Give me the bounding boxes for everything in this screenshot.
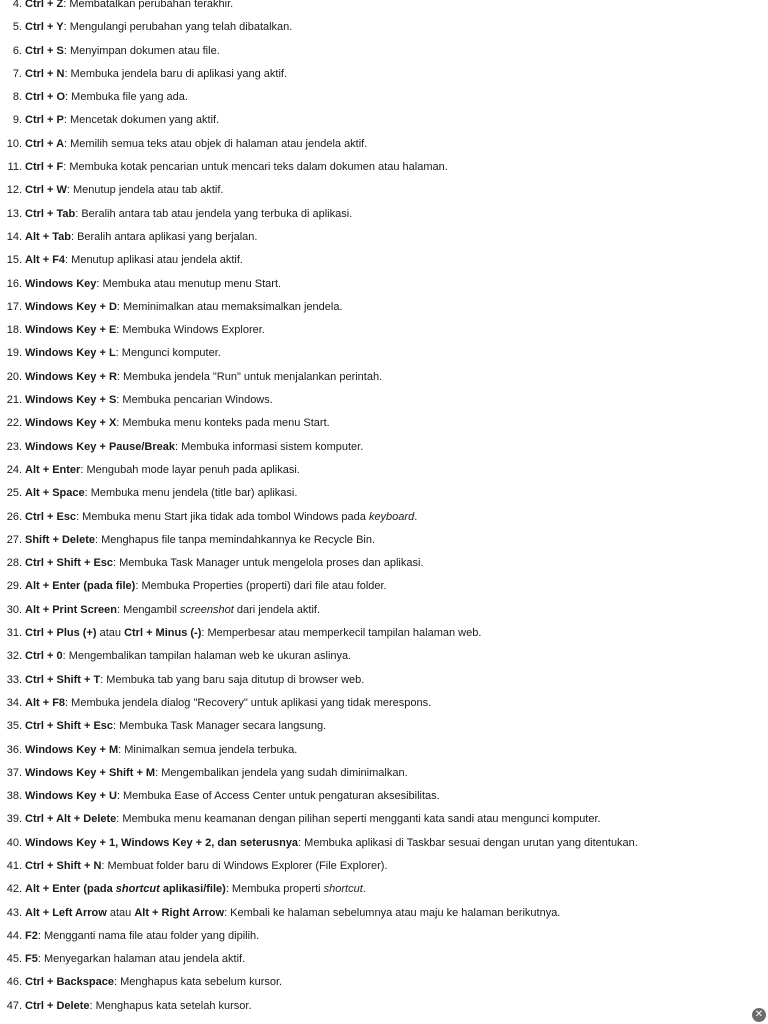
shortcut-keys: Windows Key + R (25, 370, 117, 383)
list-item-number: 4. (12, 0, 22, 10)
shortcut-keys: Alt + Space (25, 487, 85, 500)
list-item (0, 482, 768, 505)
list-item-number: 40. (6, 836, 22, 849)
shortcut-keys: Ctrl + Shift + Esc (25, 557, 114, 570)
shortcut-keys: Ctrl + F (25, 161, 64, 174)
shortcut-keys: Alt + F4 (25, 254, 66, 267)
shortcut-description: : Beralih antara aplikasi yang berjalan. (70, 230, 258, 243)
list-item-number: 6. (12, 44, 22, 57)
list-item-number: 13. (6, 207, 22, 220)
shortcut-description: dari jendela aktif. (233, 603, 321, 616)
list-item (0, 109, 768, 132)
shortcut-keys: Windows Key + 1, Windows Key + 2, dan seterusnya (25, 836, 299, 849)
list-item (0, 995, 768, 1018)
shortcut-keys: shortcut (115, 883, 160, 896)
shortcut-description: : Kembali ke halaman sebelumnya atau maju ke halaman berikutnya. (224, 906, 561, 919)
list-item (0, 389, 768, 412)
list-item-number: 29. (6, 580, 22, 593)
shortcut-description: : Mengembalikan tampilan halaman web ke ukuran aslinya. (62, 650, 352, 663)
list-item-number: 45. (6, 953, 22, 966)
list-item (0, 529, 768, 552)
shortcut-keys: Alt + Enter (pada file) (25, 580, 136, 593)
shortcut-keys: Alt + Enter (pada (25, 883, 116, 896)
list-item (0, 459, 768, 482)
shortcut-keys: Windows Key + D (25, 300, 117, 313)
list-item (0, 552, 768, 575)
shortcut-keys: Alt + Print Screen (25, 603, 118, 616)
shortcut-keys: Ctrl + Z (25, 0, 64, 10)
list-item (0, 133, 768, 156)
shortcut-keys: Ctrl + Shift + T (25, 673, 101, 686)
list-item-number: 32. (6, 650, 22, 663)
shortcut-keys: Alt + F8 (25, 696, 66, 709)
shortcut-description: : Mencetak dokumen yang aktif. (63, 114, 220, 127)
shortcut-description: . (414, 510, 418, 523)
shortcut-keys: Ctrl + Plus (+) (25, 627, 97, 640)
list-item (0, 599, 768, 622)
list-item-number: 35. (6, 720, 22, 733)
list-item-number: 36. (6, 743, 22, 756)
list-item-number: 43. (6, 906, 22, 919)
list-item (0, 669, 768, 692)
shortcut-description: : Menghapus kata setelah kursor. (89, 999, 252, 1012)
shortcut-description: : Minimalkan semua jendela terbuka. (118, 743, 298, 756)
shortcut-description: : Membuka Properties (properti) dari file atau folder. (135, 580, 387, 593)
shortcut-keys: Ctrl + Backspace (25, 976, 114, 989)
list-item (0, 249, 768, 272)
list-item-number: 16. (6, 277, 22, 290)
list-item-number: 14. (6, 230, 22, 243)
shortcut-keys: Windows Key + Pause/Break (25, 440, 175, 453)
shortcut-keys: Windows Key + S (25, 394, 117, 407)
shortcut-description: : Membuka menu Start jika tidak ada tombol Windows pada (76, 510, 369, 523)
list-item (0, 506, 768, 529)
shortcut-description: : Membuka jendela "Run" untuk menjalankan perintah. (116, 370, 383, 383)
shortcut-keys: Ctrl + Tab (25, 207, 76, 220)
list-item (0, 319, 768, 342)
list-item (0, 739, 768, 762)
shortcut-keys: Windows Key (25, 277, 97, 290)
list-item-number: 17. (6, 300, 22, 313)
list-item (0, 40, 768, 63)
shortcut-description: : Membuka aplikasi di Taskbar sesuai dengan urutan yang ditentukan. (298, 836, 638, 849)
shortcut-description: : Membuka pencarian Windows. (116, 394, 273, 407)
shortcut-keys: Ctrl + Delete (25, 999, 90, 1012)
list-item (0, 808, 768, 831)
shortcut-description: : Membuka informasi sistem komputer. (175, 440, 364, 453)
list-item (0, 296, 768, 319)
shortcut-description: : Membuka tab yang baru saja ditutup di browser web. (100, 673, 365, 686)
list-item-number: 27. (6, 533, 22, 546)
shortcut-keys: Ctrl + Y (25, 21, 64, 34)
shortcut-keys: Ctrl + Esc (25, 510, 77, 523)
list-item-number: 11. (7, 161, 22, 174)
list-item (0, 412, 768, 435)
list-item (0, 622, 768, 645)
shortcut-keys: Windows Key + M (25, 743, 119, 756)
shortcut-description: screenshot (180, 603, 234, 616)
list-item (0, 832, 768, 855)
list-item (0, 436, 768, 459)
shortcut-description: : Mengganti nama file atau folder yang dipilih. (37, 929, 260, 942)
list-item-number: 39. (6, 813, 22, 826)
shortcut-description: : Menyimpan dokumen atau file. (63, 44, 220, 57)
list-item (0, 273, 768, 296)
list-item (0, 645, 768, 668)
shortcut-description: : Mengulangi perubahan yang telah dibatalkan. (63, 21, 293, 34)
shortcut-keys: Windows Key + Shift + M (25, 766, 156, 779)
shortcut-description: atau (106, 906, 135, 919)
shortcut-description: shortcut (323, 883, 363, 896)
list-item (0, 971, 768, 994)
shortcut-keys: Ctrl + S (25, 44, 64, 57)
shortcut-keys: Ctrl + A (25, 137, 65, 150)
shortcut-keys: Ctrl + Shift + N (25, 859, 102, 872)
shortcut-keys: Ctrl + Shift + Esc (25, 720, 114, 733)
shortcut-keys: Alt + Enter (25, 463, 81, 476)
list-item-number: 15. (6, 254, 22, 267)
shortcut-keys: Alt + Left Arrow (25, 906, 107, 919)
list-item-number: 34. (6, 696, 22, 709)
list-item-number: 41. (6, 859, 22, 872)
shortcut-description: : Membuka jendela dialog "Recovery" untuk aplikasi yang tidak merespons. (65, 696, 432, 709)
list-item (0, 203, 768, 226)
shortcut-description: : Menghapus file tanpa memindahkannya ke Recycle Bin. (95, 533, 376, 546)
shortcut-keys: Windows Key + X (25, 417, 117, 430)
list-item (0, 785, 768, 808)
shortcut-keys: Ctrl + 0 (25, 650, 63, 663)
shortcut-description: : Mengambil (117, 603, 180, 616)
shortcut-description: : Membuka atau menutup menu Start. (96, 277, 282, 290)
list-item-number: 42. (6, 883, 22, 896)
shortcut-keys: Ctrl + N (25, 67, 65, 80)
shortcut-description: . (362, 883, 366, 896)
list-item-number: 26. (6, 510, 22, 523)
list-item-number: 24. (6, 463, 22, 476)
shortcut-description: atau (96, 627, 125, 640)
list-item-number: 10. (6, 137, 22, 150)
shortcut-keys: F5 (25, 953, 38, 966)
list-item-number: 37. (6, 766, 22, 779)
list-item-number: 19. (6, 347, 22, 360)
list-item (0, 715, 768, 738)
list-item-number: 46. (6, 976, 22, 989)
shortcut-description: : Menutup jendela atau tab aktif. (66, 184, 224, 197)
shortcut-keys: Ctrl + O (25, 91, 66, 104)
list-item (0, 925, 768, 948)
list-item-number: 7. (12, 67, 22, 80)
list-item (0, 948, 768, 971)
list-item-number: 33. (6, 673, 22, 686)
list-item (0, 366, 768, 389)
shortcut-keys: Alt + Tab (25, 230, 71, 243)
list-item-number: 21. (6, 394, 22, 407)
list-item-number: 23. (6, 440, 22, 453)
list-item-number: 12. (6, 184, 22, 197)
shortcut-keys: Ctrl + P (25, 114, 64, 127)
list-item (0, 179, 768, 202)
list-item (0, 762, 768, 785)
shortcut-description: : Memilih semua teks atau objek di halaman atau jendela aktif. (64, 137, 368, 150)
list-item (0, 855, 768, 878)
shortcut-description: : Membuka Ease of Access Center untuk pengaturan aksesibilitas. (116, 790, 440, 803)
shortcut-description: : Membuka Windows Explorer. (116, 324, 265, 337)
shortcut-description: : Mengubah mode layar penuh pada aplikasi. (80, 463, 300, 476)
shortcut-description: : Membuka menu keamanan dengan pilihan seperti mengganti kata sandi atau mengunci komputer. (116, 813, 601, 826)
shortcut-keys: Windows Key + L (25, 347, 116, 360)
list-item-number: 8. (12, 91, 22, 104)
shortcut-keys: aplikasi/file) (159, 883, 226, 896)
list-item (0, 902, 768, 925)
shortcut-description: : Membuka properti (225, 883, 324, 896)
list-item-number: 30. (6, 603, 22, 616)
list-item (0, 575, 768, 598)
shortcut-keys: Windows Key + E (25, 324, 117, 337)
shortcut-keys: Ctrl + W (25, 184, 67, 197)
list-item-number: 44. (6, 929, 22, 942)
shortcut-keys: Shift + Delete (25, 533, 95, 546)
list-item-number: 47. (6, 999, 22, 1012)
list-item-number: 28. (6, 557, 22, 570)
shortcut-keys: Ctrl + Minus (-) (124, 627, 202, 640)
list-item-number: 22. (6, 417, 22, 430)
shortcut-description: : Membatalkan perubahan terakhir. (63, 0, 234, 10)
shortcut-description: : Meminimalkan atau memaksimalkan jendela. (116, 300, 343, 313)
shortcut-description: : Memperbesar atau memperkecil tampilan halaman web. (201, 627, 482, 640)
shortcut-description: : Membuka jendela baru di aplikasi yang aktif. (64, 67, 288, 80)
shortcut-description: : Mengunci komputer. (115, 347, 221, 360)
shortcut-keys: Ctrl + Alt + Delete (25, 813, 117, 826)
shortcut-keys: Windows Key + U (25, 790, 117, 803)
list-item (0, 0, 768, 16)
list-item (0, 342, 768, 365)
list-item (0, 63, 768, 86)
shortcut-keys: Alt + Right Arrow (134, 906, 225, 919)
shortcut-description: : Membuka kotak pencarian untuk mencari teks dalam dokumen atau halaman. (63, 161, 448, 174)
list-item-number: 18. (6, 324, 22, 337)
shortcut-description: : Menyegarkan halaman atau jendela aktif. (37, 953, 246, 966)
shortcut-description: : Membuka menu konteks pada menu Start. (116, 417, 330, 430)
shortcut-description: keyboard (368, 510, 415, 523)
list-item-number: 25. (6, 487, 22, 500)
list-item (0, 226, 768, 249)
list-item (0, 878, 768, 901)
shortcut-description: : Membuka Task Manager secara langsung. (113, 720, 327, 733)
shortcut-description: : Membuat folder baru di Windows Explorer (File Explorer). (101, 859, 388, 872)
list-item (0, 86, 768, 109)
shortcut-description: : Beralih antara tab atau jendela yang terbuka di aplikasi. (75, 207, 353, 220)
shortcut-description: : Mengembalikan jendela yang sudah diminimalkan. (155, 766, 408, 779)
list-item-number: 38. (6, 790, 22, 803)
shortcut-description: : Membuka Task Manager untuk mengelola proses dan aplikasi. (113, 557, 424, 570)
shortcut-description: : Menutup aplikasi atau jendela aktif. (65, 254, 243, 267)
shortcut-keys: F2 (25, 929, 38, 942)
list-item-number: 31. (6, 627, 22, 640)
list-item (0, 156, 768, 179)
list-item (0, 692, 768, 715)
list-item-number: 9. (12, 114, 22, 127)
shortcut-description: : Membuka file yang ada. (65, 91, 188, 104)
list-item-number: 20. (6, 370, 22, 383)
list-item (0, 16, 768, 39)
close-button[interactable] (752, 1008, 766, 1022)
shortcut-description: : Menghapus kata sebelum kursor. (113, 976, 283, 989)
close-icon: ✕ (754, 1009, 764, 1020)
shortcut-description: : Membuka menu jendela (title bar) aplikasi. (84, 487, 298, 500)
list-item-number: 5. (12, 21, 22, 34)
